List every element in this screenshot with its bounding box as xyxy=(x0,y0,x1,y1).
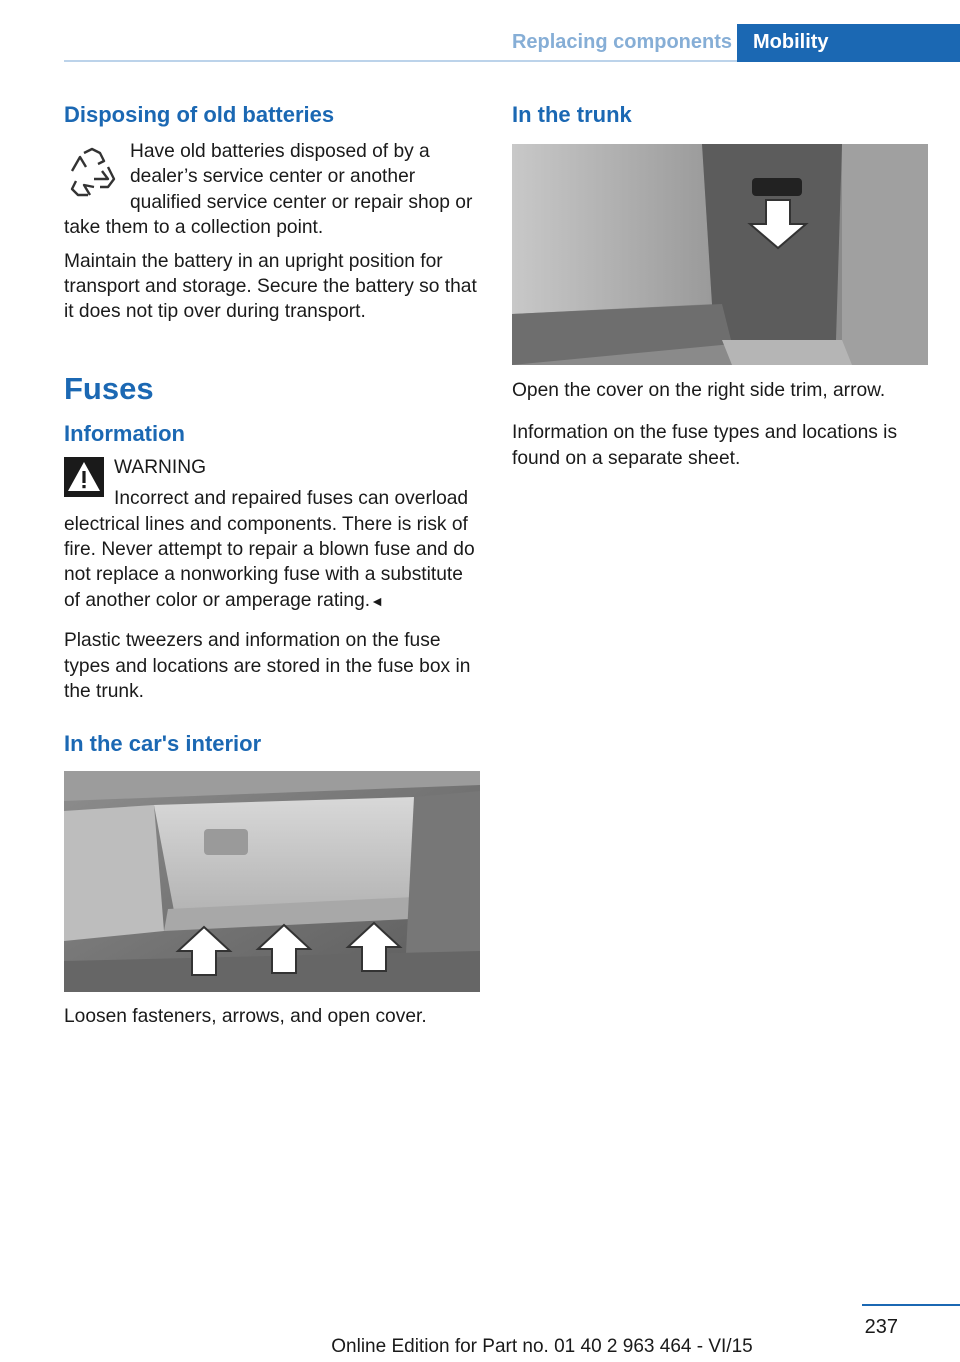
header-section-title: Replacing components xyxy=(511,31,732,53)
disposing-block xyxy=(64,139,481,241)
interior-heading: In the car's interior xyxy=(64,730,262,756)
page-number: 237 xyxy=(864,1316,898,1338)
warning-body: Incorrect and repaired fuses can overload electrical lines and components. There is risk of fire. Never attempt to repair a blown fuse and do not replace a nonworking fuse with a substitute of another color or amperage rating. xyxy=(64,488,475,611)
recycle-icon xyxy=(64,145,120,206)
warning-block xyxy=(64,455,481,614)
trunk-caption: Open the cover on the right side trim, arrow. xyxy=(512,380,886,401)
interior-photo xyxy=(64,771,481,992)
warning-text xyxy=(64,486,481,614)
warning-triangle-icon xyxy=(64,457,104,502)
maintain-text: Maintain the battery in an upright position for transport and storage. Secure the battery so that it does not tip over during transport. xyxy=(64,250,477,323)
disposing-heading: Disposing of old batteries xyxy=(64,102,335,127)
edition-note xyxy=(0,1336,960,1358)
trunk-info: Information on the fuse types and locations is found on a separate sheet. xyxy=(512,422,898,469)
tweezers-text: Plastic tweezers and information on the fuse types and locations are stored in the fuse box in the trunk. xyxy=(64,630,471,703)
edition-text: Online Edition for Part no. 01 40 2 963 464 - VI/15 xyxy=(331,1336,753,1357)
interior-caption: Loosen fasteners, arrows, and open cover. xyxy=(64,1005,427,1027)
footer-rule xyxy=(862,1304,960,1306)
end-mark-icon: ◄ xyxy=(370,592,384,609)
disposing-text: Have old batteries disposed of by a dealer’s service center or another qualified service center or repair shop or take them to a collection point. xyxy=(64,141,473,239)
warning-label: WARNING xyxy=(114,456,207,478)
trunk-heading: In the trunk xyxy=(512,102,632,127)
trunk-photo xyxy=(512,144,928,365)
left-column xyxy=(64,100,481,1029)
right-column xyxy=(512,100,928,471)
information-heading: Information xyxy=(64,420,185,446)
header-chapter-tab: Mobility xyxy=(737,24,960,62)
fuses-heading: Fuses xyxy=(64,370,154,406)
